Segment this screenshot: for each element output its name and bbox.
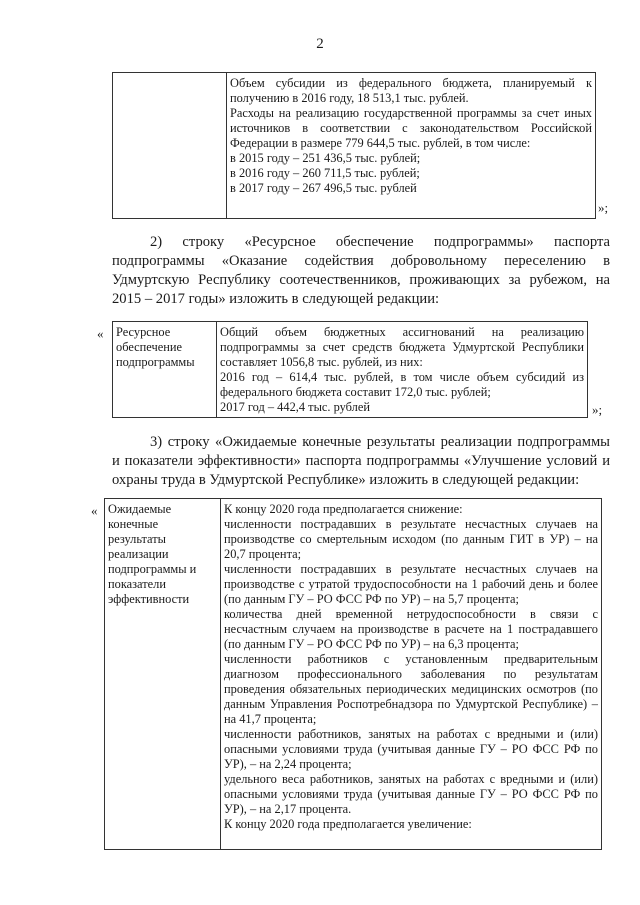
text-line: в 2017 году – 267 496,5 тыс. рублей [230, 181, 417, 195]
subsidy-table [112, 72, 596, 219]
text-line: 2016 год – 614,4 тыс. рублей, в том числе объем субсидий из федерального бюджета составит 172,0 тыс. рублей; [220, 370, 584, 399]
text-line: 2017 год – 442,4 тыс. рублей [220, 400, 370, 414]
resource-value-cell [217, 322, 588, 418]
page-number: 2 [316, 36, 324, 52]
text-line: численности работников, занятых на работах с вредными и (или) опасными условиями труда (учитывая данные ГУ – РО ФСС РФ по УР), – на 2,24 процента; [224, 727, 598, 771]
row-label: Ожидаемые конечные результаты реализации подпрограммы и показатели эффективности [108, 502, 197, 606]
text-line: Расходы на реализацию государственной программы за счет иных источников в соответствии с законодательством Российской Федерации в размере 779 644,5 тыс. рублей, в том числе: [230, 106, 592, 150]
results-table [104, 498, 602, 850]
text-line: в 2016 году – 260 711,5 тыс. рублей; [230, 166, 420, 180]
row-label: Ресурсное обеспечение подпрограммы [116, 325, 195, 369]
subsidy-cell [227, 73, 596, 219]
paragraph-text: 2) строку «Ресурсное обеспечение подпрограммы» паспорта подпрограммы «Оказание содействия добровольному переселению в Удмуртскую Республику соотечественников, проживающих за рубежом, на 2015 – 2017 годы» изложить в следующей редакции: [112, 234, 610, 307]
resource-label-cell [113, 322, 217, 418]
text-line: Общий объем бюджетных ассигнований на реализацию подпрограммы за счет средств бюджета Удмуртской Республики составляет 1056,8 тыс. рублей, из них: [220, 325, 584, 369]
text-line: численности работников с установленным предварительным диагнозом профессионального заболевания по результатам проведения обязательных периодических медицинских осмотров (по данным Управления Роспотребнадзора по Удмуртской Республике) – на 41,7 процента; [224, 652, 598, 726]
text-line: К концу 2020 года предполагается увеличение: [224, 817, 472, 831]
text-line: Объем субсидии из федерального бюджета, планируемый к получению в 2016 году, 18 513,1 тыс. рублей. [230, 76, 592, 105]
close-quote: »; [598, 200, 609, 215]
open-quote: « [91, 503, 98, 518]
resource-table [112, 321, 588, 418]
text-line: в 2015 году – 251 436,5 тыс. рублей; [230, 151, 421, 165]
text-line: численности пострадавших в результате несчастных случаев на производстве со смертельным исходом (по данным ГИТ в УР) – на 20,7 процента; [224, 517, 598, 561]
close-quote: »; [592, 402, 603, 417]
paragraph-text: 3) строку «Ожидаемые конечные результаты реализации подпрограммы и показатели эффективности» паспорта подпрограммы «Улучшение условий и охраны труда в Удмуртской Республике» изложить в следующей редакции: [112, 434, 610, 488]
empty-label-cell [113, 73, 227, 219]
open-quote: « [97, 326, 104, 341]
results-label-cell [105, 499, 221, 850]
paragraph-3 [112, 433, 610, 490]
text-line: К концу 2020 года предполагается снижение: [224, 502, 463, 516]
paragraph-2 [112, 233, 610, 309]
text-line: количества дней временной нетрудоспособности в связи с несчастным случаем на производстве в расчете на 1 пострадавшего (по данным ГУ – РО ФСС РФ по УР) – на 6,3 процента; [224, 607, 598, 651]
text-line: численности пострадавших в результате несчастных случаев на производстве с утратой трудоспособности на 1 рабочий день и более (по данным ГУ – РО ФСС РФ по УР) – на 5,7 процента; [224, 562, 598, 606]
results-value-cell [221, 499, 602, 850]
text-line: удельного веса работников, занятых на работах с вредными и (или) опасными условиями труда (учитывая данные ГУ – РО ФСС РФ по УР), – на 2,17 процента. [224, 772, 598, 816]
